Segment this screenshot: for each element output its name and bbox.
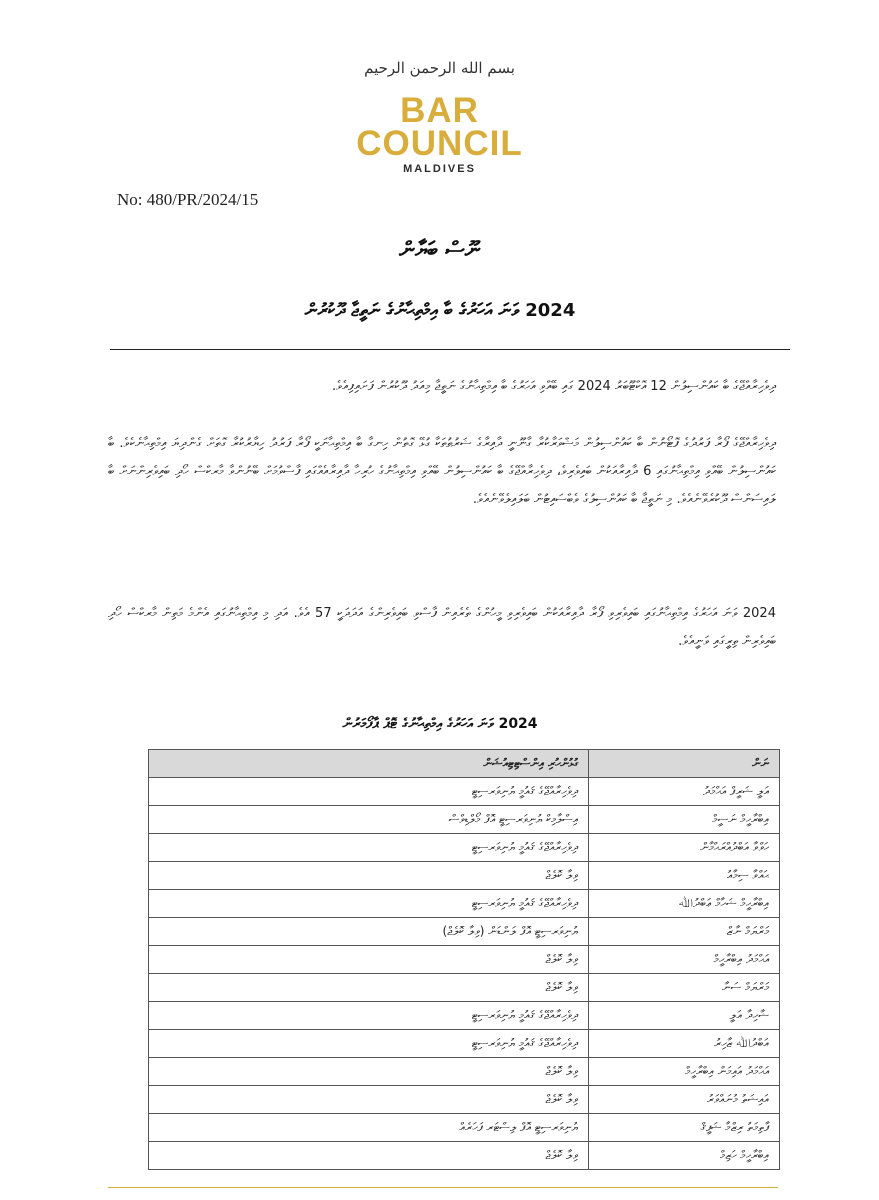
logo-text-bar: BAR	[400, 91, 479, 130]
cell-institution: ދިވެހިރާއްޖޭގެ ޤައުމީ ޔުނިވަރސިޓީ	[149, 778, 589, 806]
table-row	[149, 862, 780, 890]
table-row	[149, 1142, 780, 1170]
table-row	[149, 1114, 780, 1142]
cell-name: އިބްރާހީމް ހަޒިމް	[589, 1142, 780, 1170]
table-row	[149, 806, 780, 834]
table-header-row	[149, 750, 780, 778]
paragraph-results-summary: 2024 ވަނަ އަހަރުގެ އިމްތިޙާނުގައި ބައިވެރިވި ފޯރާ ދާއިރާއަކުން ބައިވެރިވި މީހުންގެ ތެރެއިން ފާސްވި ބައިވެރިންގެ އަދަދަކީ 57 އެވެ. އަދި މި އިމްތިޙާނުގައި އެންމެ މަތިން މާރކްސް ހޯދި ބައިވެރިން ތިރީގައި ވަނީއެވެ.	[108, 606, 776, 649]
table-row	[149, 974, 780, 1002]
cell-institution: ވިލާ ކޮލެޖް	[149, 974, 589, 1002]
cell-name: ޙައްވާ ސިމާއު	[589, 862, 780, 890]
cell-name: މަރްޔަމް ނާޒް	[589, 918, 780, 946]
logo-text-maldives: MALDIVES	[403, 163, 476, 175]
cell-institution: ދިވެހިރާއްޖޭގެ ޤައުމީ ޔުނިވަރސިޓީ	[149, 1002, 589, 1030]
letterhead	[0, 48, 879, 175]
cell-name: އަލީ ޝަރީފް އަޙްމަދު	[589, 778, 780, 806]
title-divider	[110, 349, 790, 350]
cell-institution: ވިލާ ކޮލެޖް	[149, 1142, 589, 1170]
cell-institution: ވިލާ ކޮލެޖް	[149, 946, 589, 974]
cell-name: އަޙްމަދު އިބްރާހީމް	[589, 946, 780, 974]
table-row	[149, 946, 780, 974]
cell-name: ޝާހިދާ އަލީ	[589, 1002, 780, 1030]
cell-name: އިބްރާހީމް ޝަހާމް ޢަބްދުﷲ	[589, 890, 780, 918]
table-row	[149, 834, 780, 862]
table-row	[149, 1058, 780, 1086]
header-name: ނަން	[589, 750, 780, 778]
cell-name: އަޙްމަދު އައިމަން އިބްރާހީމް	[589, 1058, 780, 1086]
cell-institution: ވިލާ ކޮލެޖް	[149, 1086, 589, 1114]
cell-institution: ވިލާ ކޮލެޖް	[149, 862, 589, 890]
header-institution: ގުޅުންހުރި އިންސްޓިޓިއުޝަން	[149, 750, 589, 778]
cell-institution: ޔުނިވަރސިޓީ އޮފް ލިސްޓަރ ފަހަރެއް	[149, 1114, 589, 1142]
cell-institution: ޔުނިވަރސިޓީ އޮފް ލަންޑަން (ވިލާ ކޮލެޖް)	[149, 918, 589, 946]
top-performers-table	[148, 749, 780, 1170]
reference-number: No: 480/PR/2024/15	[117, 190, 259, 209]
cell-institution: ދިވެހިރާއްޖޭގެ ޤައުމީ ޔުނިވަރސިޓީ	[149, 890, 589, 918]
cell-name: ފާތިމަތު ރިޒްމާ ޝަފީޤް	[589, 1114, 780, 1142]
table-row	[149, 778, 780, 806]
paragraph-intro: ދިވެހިރާއްޖޭގެ ބާ ކައުންސިލުން 12 އޮކްޓޫބަރު 2024 ގައި ބޭއްވި އަހަރުގެ ބާ އިމްތިޙާނުގެ ނަތީޖާ މިއަދު ދޫކުރުން ފަށައިފިއެވެ.	[331, 379, 776, 394]
cell-name: ހަވްވާ އަބްދުއްރަޙްމާން	[589, 834, 780, 862]
cell-institution: ވިލާ ކޮލެޖް	[149, 1058, 589, 1086]
logo-text-council: COUNCIL	[356, 124, 523, 163]
cell-institution: އިސްލާމިކް ޔުނިވަރސިޓީ އޮފް މޯލްޑިވްސް	[149, 806, 589, 834]
table-row	[149, 1086, 780, 1114]
footer-divider	[108, 1187, 778, 1188]
cell-name: މަރްޔަމް ސަނާ	[589, 974, 780, 1002]
table-row	[149, 918, 780, 946]
cell-name: އައިޝަތު މުނައްވަރު	[589, 1086, 780, 1114]
cell-institution: ދިވެހިރާއްޖޭގެ ޤައުމީ ޔުނިވަރސިޓީ	[149, 1030, 589, 1058]
table-row	[149, 890, 780, 918]
paragraph-exam-details: ދިވެހިރާއްޖޭގެ ފޯރާ ފަރުދުގެ ފޮޓޯނުން ބާ ކައުންސިލުން މަޝްވަރާކުރާ ގާނޫނީ ދާއިރާގެ ޝަރުޠުތަކާ ގުޅޭ ގޮތުން ހިނގާ ބާ އިމްތިޙާނަކީ ފޯރާ ފަރުދު ހިޔާރުކުރާ ގޮތަށް ގެންދިޔަ އިމްތިޙާނެކެވެ. ބާ ކައުންސިލުން ބޭއްވި އިމްތިޙާނުގައި 6 ދާއިރާއަކުން ބައިވެރިވެ، ދިވެހިރާއްޖޭގެ ބާ ކައުންސިލުން ބޭއްވި އިމްތިޙާނުގެ ހުރިހާ ދާއިރާއެއްގައި ފާސްވުމަށް ބޭނުންވާ މާރކްސް ހޯދި ބައިވެރިންނަށް ބާ ލައިސަންސް ދޫކުރެވޭނެއެވެ. މި ނަތީޖާ ބާ ކައުންސިލުގެ ވެބްސައިޓުން ބަލައިލެވޭނެއެވެ.	[108, 436, 777, 507]
cell-institution: ދިވެހިރާއްޖޭގެ ޤައުމީ ޔުނިވަރސިޓީ	[149, 834, 589, 862]
cell-name: އިބްރާހީމް ނަސީމް	[589, 806, 780, 834]
bar-council-logo	[0, 91, 879, 175]
table-row	[149, 1030, 780, 1058]
cell-name: އަބްދުﷲ ޒާހިރު	[589, 1030, 780, 1058]
table-row	[149, 1002, 780, 1030]
bismillah-calligraphy: بسم الله الرحمن الرحيم	[364, 59, 515, 77]
document-subtitle: 2024 ވަނަ އަހަރުގެ ބާ އިމްތިޙާނުގެ ނަތީޖާ ދޫކުރުން	[304, 300, 576, 321]
document-title: ނޫސް ބަޔާން	[399, 238, 480, 263]
table-title: 2024 ވަނަ އަހަރުގެ އިމްތިޙާނުގެ ޓޮޕް ޕާފޯމަރުން	[342, 716, 538, 732]
